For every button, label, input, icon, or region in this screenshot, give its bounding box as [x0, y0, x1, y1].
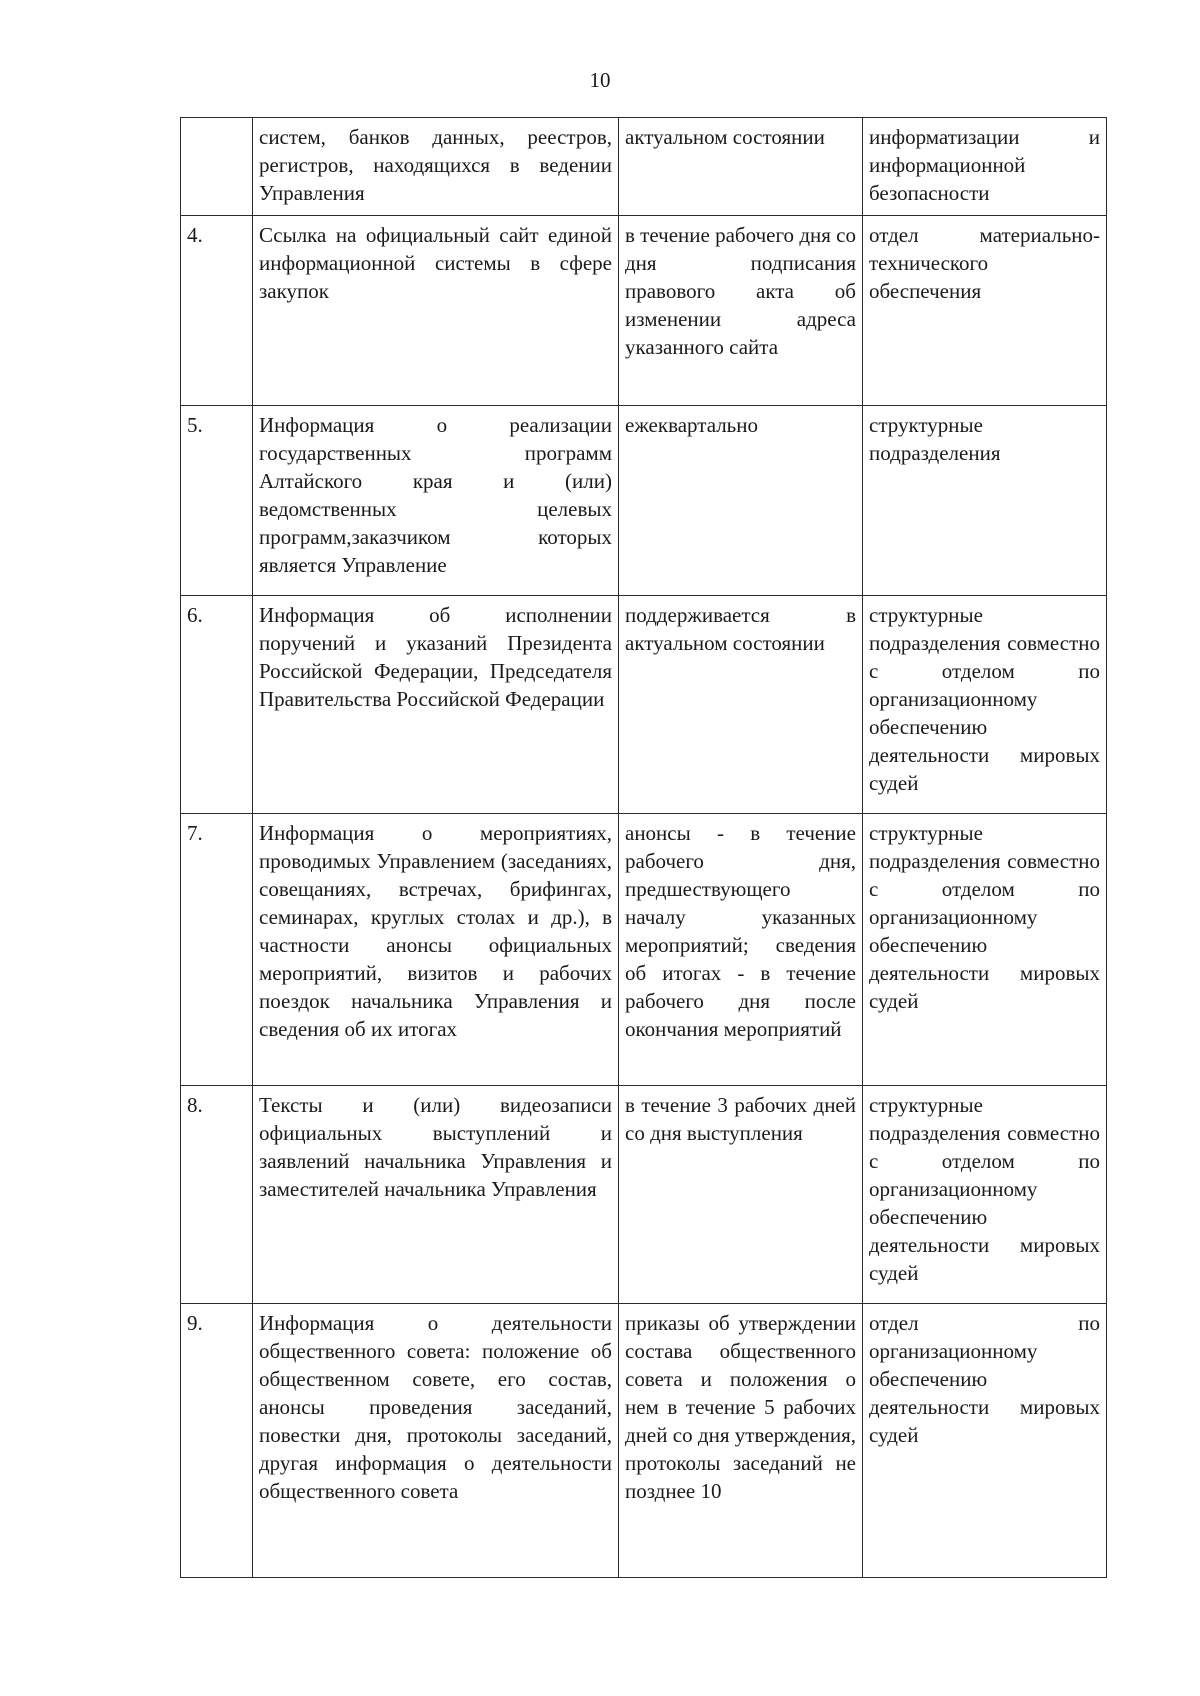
responsible-cell: структурные подразделения совместно с отделом по организационному обеспечению деятельности мировых судей [863, 814, 1107, 1086]
responsible-cell: структурные подразделения совместно с отделом по организационному обеспечению деятельности мировых судей [863, 1086, 1107, 1304]
period-cell: поддерживается в актуальном состоянии [619, 596, 863, 814]
period-cell: ежеквартально [619, 406, 863, 596]
row-number: 6. [181, 596, 253, 814]
info-cell: систем, банков данных, реестров, регистров, находящихся в ведении Управления [253, 118, 619, 216]
info-cell: Информация о реализации государственных программ Алтайского края и (или) ведомственных целевых программ,заказчиком которых является Управление [253, 406, 619, 596]
period-cell: анонсы - в течение рабочего дня, предшествующего началу указанных мероприятий; сведения об итогах - в течение рабочего дня после окончания мероприятий [619, 814, 863, 1086]
table-row [181, 406, 1107, 596]
responsible-cell: структурные подразделения совместно с отделом по организационному обеспечению деятельности мировых судей [863, 596, 1107, 814]
row-number: 8. [181, 1086, 253, 1304]
period-cell: в течение 3 рабочих дней со дня выступления [619, 1086, 863, 1304]
table-row [181, 118, 1107, 216]
info-cell: Ссылка на официальный сайт единой информационной системы в сфере закупок [253, 216, 619, 406]
responsible-cell: структурные подразделения [863, 406, 1107, 596]
table-row [181, 814, 1107, 1086]
responsible-cell: отдел материально-технического обеспечения [863, 216, 1107, 406]
period-cell: в течение рабочего дня со дня подписания правового акта об изменении адреса указанного сайта [619, 216, 863, 406]
info-cell: Информация о мероприятиях, проводимых Управлением (заседаниях, совещаниях, встречах, брифингах, семинарах, круглых столах и др.), в частности анонсы официальных мероприятий, визитов и рабочих поездок начальника Управления и сведения об их итогах [253, 814, 619, 1086]
document-table [180, 117, 1107, 1578]
table-row [181, 216, 1107, 406]
row-number: 7. [181, 814, 253, 1086]
period-cell: актуальном состоянии [619, 118, 863, 216]
table-row [181, 596, 1107, 814]
row-number: 5. [181, 406, 253, 596]
info-cell: Информация об исполнении поручений и указаний Президента Российской Федерации, Председателя Правительства Российской Федерации [253, 596, 619, 814]
info-cell: Тексты и (или) видеозаписи официальных выступлений и заявлений начальника Управления и заместителей начальника Управления [253, 1086, 619, 1304]
row-number: 4. [181, 216, 253, 406]
responsible-cell: отдел по организационному обеспечению деятельности мировых судей [863, 1304, 1107, 1578]
row-number: 9. [181, 1304, 253, 1578]
table-row [181, 1304, 1107, 1578]
info-cell: Информация о деятельности общественного совета: положение об общественном совете, его состав, анонсы проведения заседаний, повестки дня, протоколы заседаний, другая информация о деятельности общественного совета [253, 1304, 619, 1578]
period-cell: приказы об утверждении состава общественного совета и положения о нем в течение 5 рабочих дней со дня утверждения, протоколы заседаний не позднее 10 [619, 1304, 863, 1578]
table-row [181, 1086, 1107, 1304]
row-number [181, 118, 253, 216]
responsible-cell: информатизации и информационной безопасности [863, 118, 1107, 216]
page-number: 10 [589, 68, 611, 92]
